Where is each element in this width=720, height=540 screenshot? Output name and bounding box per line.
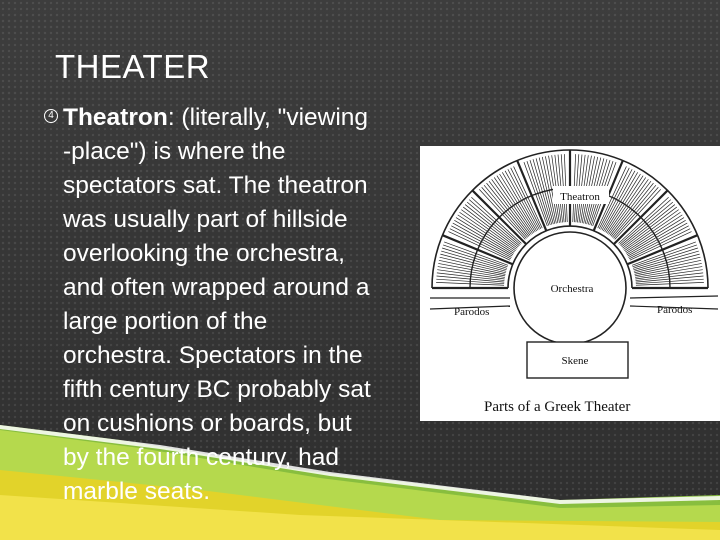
bullet-line-8: orchestra. Spectators in the <box>63 342 363 369</box>
bullet-line-9: fifth century BC probably sat <box>63 376 371 403</box>
bullet-list <box>44 101 424 509</box>
bullet-term: Theatron <box>63 104 168 131</box>
bullet-line-7: large portion of the <box>63 308 268 335</box>
parodos-right-line <box>630 296 718 298</box>
bullet-line-6: and often wrapped around a <box>63 274 370 301</box>
figure-caption: Parts of a Greek Theater <box>484 399 631 415</box>
bullet-line-2: -place") is where the <box>63 138 286 165</box>
bullet-line-3: spectators sat. The theatron <box>63 172 368 199</box>
bullet-item-theatron <box>44 101 424 135</box>
bullet-line-4: was usually part of hillside <box>63 206 348 233</box>
slide-title: THEATER <box>55 48 211 85</box>
label-orchestra: Orchestra <box>550 283 594 295</box>
greek-theater-diagram <box>420 146 720 421</box>
bullet-line-10: on cushions or boards, but <box>63 410 352 437</box>
circled-digit-four-icon: 4 <box>44 109 58 123</box>
bullet-line-12: marble seats. <box>63 478 211 505</box>
bullet-line-11: by the fourth century, had <box>63 444 340 471</box>
bullet-line-1: : (literally, "viewing <box>167 104 369 131</box>
label-theatron: Theatron <box>560 191 600 203</box>
bullet-line-5: overlooking the orchestra, <box>63 240 345 267</box>
label-parodos-right: Parodos <box>657 304 693 316</box>
label-parodos-left: Parodos <box>454 306 490 318</box>
theater-plan-svg <box>420 146 720 421</box>
label-skene: Skene <box>561 355 589 367</box>
